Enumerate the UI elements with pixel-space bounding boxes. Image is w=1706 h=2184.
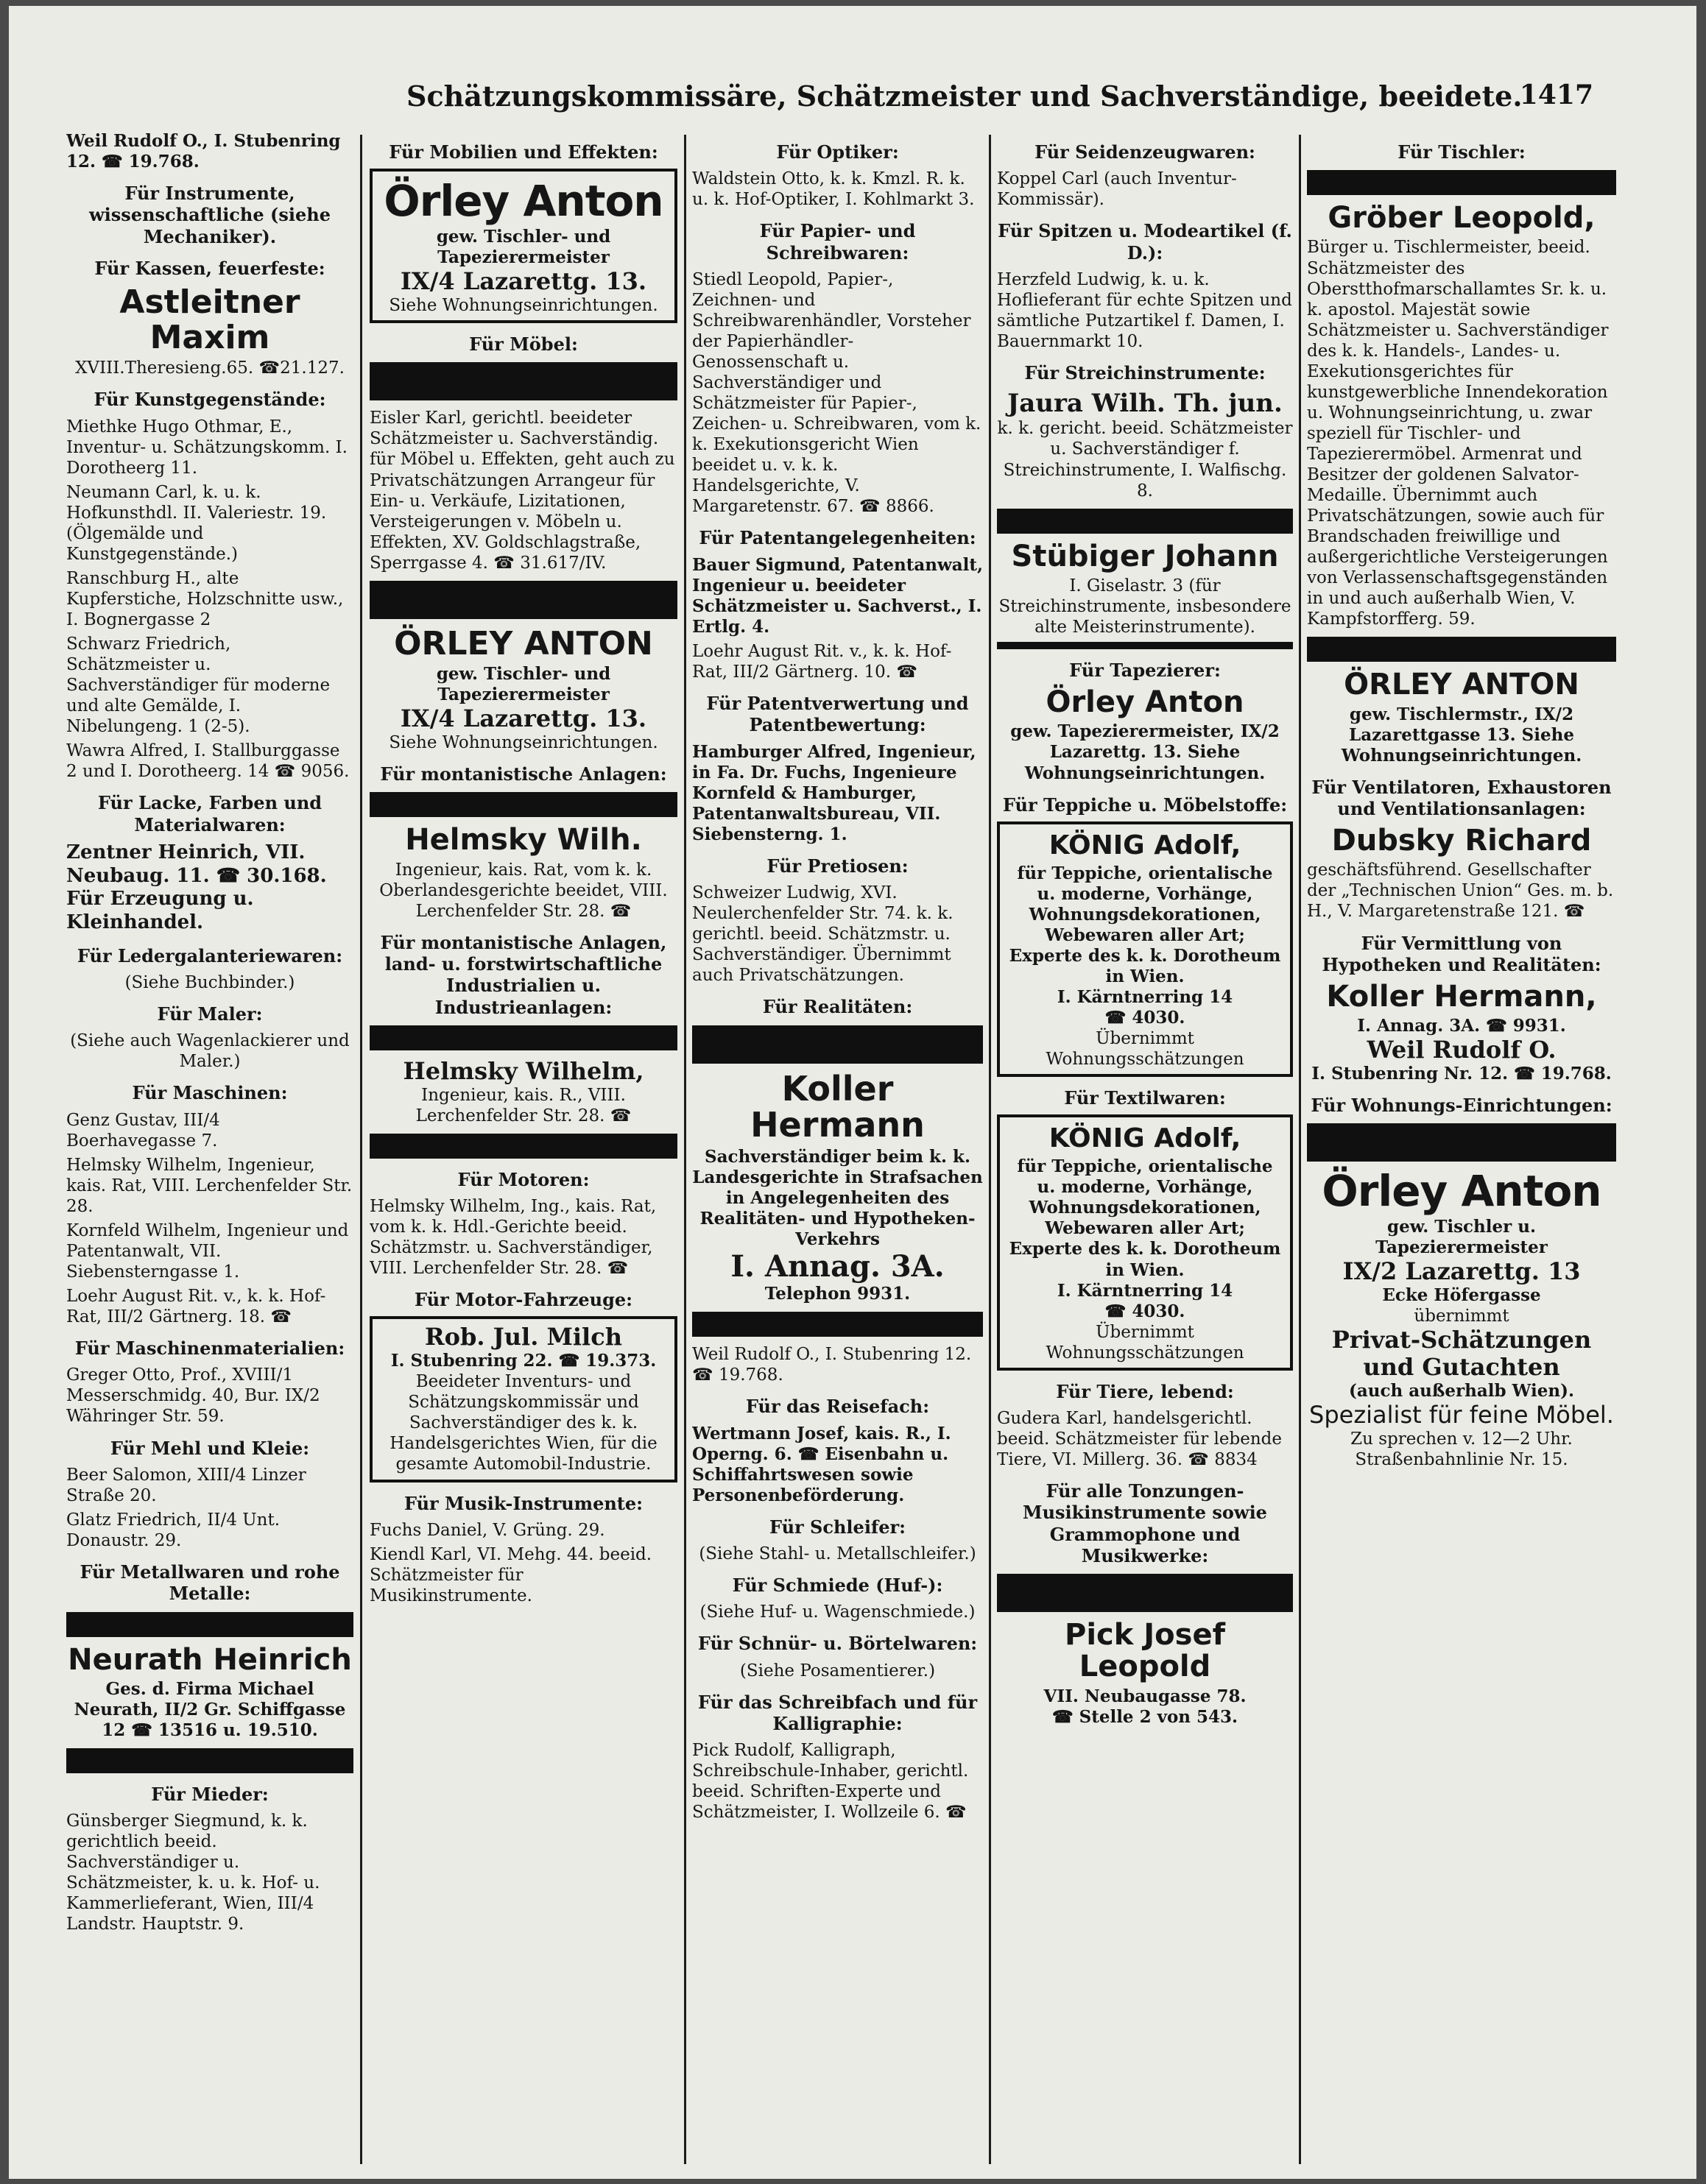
ad-band xyxy=(997,509,1293,534)
list-item: Koppel Carl (auch Inventur-Kommissär). xyxy=(997,169,1237,210)
section-heading: Für Tapezierer: xyxy=(1069,659,1221,681)
ad-text: Sachverständiger beim k. k. Landesgerichte in Strafsachen in Angelegenheiten des Realitäten- und Hypotheken-Verkehrs xyxy=(692,1146,983,1250)
section-heading: Für Metallwaren und rohe Metalle: xyxy=(80,1561,340,1605)
ad-text: k. k. gericht. beeid. Schätzmeister u. Sachverständiger f. Streichinstrumente, I. Walfischg. 8. xyxy=(997,419,1293,501)
ad-note: übernimmt xyxy=(1414,1307,1509,1326)
ad-address: I. Annag. 3A. ☎ 9931. xyxy=(1357,1016,1566,1036)
list-item: Beer Salomon, XIII/4 Linzer Straße 20. xyxy=(66,1465,306,1505)
list-item: Pick Rudolf, Kalligraph, Schreibschule-Inhaber, gerichtl. beeid. Schriften-Experte und Schätzmeister, I. Wollzeile 6. ☎ xyxy=(692,1741,969,1823)
list-item: Greger Otto, Prof., XVIII/1 Messerschmidg. 40, Bur. IX/2 Währinger Str. 59. xyxy=(66,1365,320,1427)
ad-address: I. Kärntnerring 14 xyxy=(1057,986,1233,1007)
ad-address: I. Annag. 3A. xyxy=(730,1249,945,1284)
ad-name: Rob. Jul. Milch xyxy=(425,1323,622,1351)
section-heading: Für Spitzen u. Modeartikel (f. D.): xyxy=(998,220,1292,264)
page-header xyxy=(9,79,1696,124)
ad-name: Gröber Leopold, xyxy=(1328,201,1596,236)
ad-name: Pick Josef Leopold xyxy=(1065,1618,1225,1684)
column-1 xyxy=(66,131,353,1938)
ad-note: Übernimmt Wohnungsschätzungen xyxy=(1046,1322,1244,1363)
ad-address: I. Stubenring 22. ☎ 19.373. xyxy=(390,1351,657,1371)
ad-name: Helmsky Wilhelm, xyxy=(403,1056,644,1085)
section-heading: Für Mieder: xyxy=(151,1783,269,1805)
section-heading: Für Lacke, Farben und Materialwaren: xyxy=(97,792,322,835)
list-item: Kiendl Karl, VI. Mehg. 44. beeid. Schätzmeister für Musikinstrumente. xyxy=(370,1544,652,1605)
list-item: Gudera Karl, handelsgerichtl. beeid. Schätzmeister für lebende Tiere, VI. Millerg. 36. ☎ 8834 xyxy=(997,1409,1282,1470)
column-2 xyxy=(370,131,677,1610)
ad-name: Stübiger Johann xyxy=(1011,539,1279,573)
ad-name: ÖRLEY ANTON xyxy=(1344,668,1579,702)
section-heading: Für Schleifer: xyxy=(769,1516,906,1538)
ad-box xyxy=(370,169,677,323)
section-heading: Für Schnür- u. Börtelwaren: xyxy=(697,1633,978,1655)
ad-name: Dubsky Richard xyxy=(1331,824,1592,858)
list-item: (Siehe Stahl- u. Metallschleifer.) xyxy=(699,1544,976,1563)
ad-note: Siehe Wohnungseinrichtungen. xyxy=(389,296,658,316)
ad-text: geschäftsführend. Gesellschafter der „Technischen Union“ Ges. m. b. H., V. Margaretenstraße 121. ☎ xyxy=(1307,860,1614,922)
ad-band xyxy=(997,642,1293,649)
ad-band xyxy=(692,1312,983,1337)
ad-name: Neurath Heinrich xyxy=(68,1642,352,1677)
ad-hours: Zu sprechen v. 12—2 Uhr. Straßenbahnlinie Nr. 15. xyxy=(1350,1429,1573,1469)
list-item: Zentner Heinrich, VII. Neubaug. 11. ☎ 30.168. Für Erzeugung u. Kleinhandel. xyxy=(66,841,327,933)
section-heading: Für Wohnungs-Einrichtungen: xyxy=(1311,1095,1612,1117)
list-item: Genz Gustav, III/4 Boerhavegasse 7. xyxy=(66,1110,220,1151)
section-heading: Für Maschinenmaterialien: xyxy=(74,1337,345,1360)
ad-name: Koller Hermann, xyxy=(1326,980,1597,1014)
ad-note: (auch außerhalb Wien). xyxy=(1349,1380,1574,1401)
ad-text: Bürger u. Tischlermeister, beeid. Schätzmeister des Oberstthofmarschallamtes Sr. k. u. k. apostol. Majestät sowie Schätzmeister u. Sachverständiger des k. k. Handels-, Landes- u. Exekutionsgerichtes für kunstgewerbliche Innendekoration u. Wohnungseinrichtung, u. zwar speziell für Tischler- und Tapezierermöbel. Armenrat und Besitzer der goldenen Salvator-Medaille. Übernimmt auch Privatschätzungen, sowie auch für Brandschaden freiwillige und außergerichtliche Versteigerungen von Verlassenschaftsgegenständen in und auch außerhalb Wien, V. Kampfstorfferg. 59. xyxy=(1307,238,1609,629)
section-heading: Für Instrumente, wissenschaftliche (siehe Mechaniker). xyxy=(89,183,331,247)
list-item: Weil Rudolf O., I. Stubenring 12. ☎ 19.768. xyxy=(692,1345,972,1385)
section-heading: Für Seidenzeugwaren: xyxy=(1034,141,1255,163)
column-rule xyxy=(989,135,991,2164)
ad-note: Siehe Wohnungseinrichtungen. xyxy=(389,733,658,753)
section-heading: Für Kassen, feuerfeste: xyxy=(94,257,325,279)
ad-name: Jaura Wilh. Th. jun. xyxy=(1007,389,1283,419)
section-heading: Für Maschinen: xyxy=(132,1082,288,1104)
ad-text: gew. Tischlermstr., IX/2 Lazarettgasse 13. Siehe Wohnungseinrichtungen. xyxy=(1341,704,1582,766)
section-heading: Für Realitäten: xyxy=(762,996,913,1018)
ad-band xyxy=(66,1748,353,1773)
column-3 xyxy=(692,131,983,1826)
section-heading: Für montanistische Anlagen: xyxy=(380,763,667,785)
ad-band xyxy=(692,1025,983,1064)
ad-text: für Teppiche, orientalische u. moderne, Vorhänge, Wohnungsdekorationen, Webewaren aller Art; Experte des k. k. Dorotheum in Wien. xyxy=(1009,1156,1281,1280)
section-heading: Für Streichinstrumente: xyxy=(1024,362,1266,384)
ad-name: KÖNIG Adolf, xyxy=(1048,1123,1241,1154)
list-item: Herzfeld Ludwig, k. u. k. Hoflieferant für echte Spitzen und sämtliche Putzartikel f. Damen, I. Bauernmarkt 10. xyxy=(997,269,1292,352)
ad-text: Ingenieur, kais. Rat, vom k. k. Oberlandesgerichte beeidet, VIII. Lerchenfelder Str. 28. ☎ xyxy=(379,860,668,921)
list-item: (Siehe auch Wagenlackierer und Maler.) xyxy=(70,1031,350,1072)
list-item: Hamburger Alfred, Ingenieur, in Fa. Dr. Fuchs, Ingenieure Kornfeld & Hamburger, Patentanwaltsbureau, VII. Siebensterng. 1. xyxy=(692,741,976,844)
list-item: Kornfeld Wilhelm, Ingenieur und Patentanwalt, VII. Siebensterngasse 1. xyxy=(66,1220,349,1282)
section-heading: Für Tiere, lebend: xyxy=(1056,1380,1234,1402)
column-rule xyxy=(1299,135,1301,2164)
list-item: Wertmann Josef, kais. R., I. Operng. 6. ☎ Eisenbahn u. Schiffahrtswesen sowie Personenbeförderung. xyxy=(692,1423,951,1505)
ad-address: XVIII.Theresieng.65. ☎21.127. xyxy=(75,358,345,378)
section-heading: Für Motoren: xyxy=(457,1168,590,1190)
ad-name: KÖNIG Adolf, xyxy=(1048,830,1241,860)
section-heading: Für Textilwaren: xyxy=(1064,1087,1226,1109)
column-5 xyxy=(1307,131,1616,1470)
ad-band xyxy=(370,362,677,400)
ad-name: Astleitner Maxim xyxy=(119,283,300,356)
page-title: Schätzungskommissäre, Schätzmeister und Sachverständige, beeidete. xyxy=(406,79,1523,113)
list-item: (Siehe Buchbinder.) xyxy=(124,972,295,992)
ad-text: gew. Tischler u. Tapezierermeister xyxy=(1375,1217,1548,1258)
ad-name: Örley Anton xyxy=(1322,1166,1601,1217)
ad-telephone: ☎ 4030. xyxy=(1104,1301,1185,1321)
section-heading: Für das Schreibfach und für Kalligraphie: xyxy=(697,1691,978,1734)
section-heading: Für montanistische Anlagen, land- u. forstwirtschaftliche Industrialien u. Industrieanlagen: xyxy=(380,931,667,1018)
section-heading: Für Maler: xyxy=(157,1003,263,1025)
ad-band xyxy=(370,1134,677,1159)
ad-box xyxy=(997,821,1293,1077)
ad-text: Beeideter Inventurs- und Schätzungskommissär und Sachverständiger des k. k. Handelsgerichtes Wien, für die gesamte Automobil-Industrie. xyxy=(390,1372,658,1474)
section-heading: Für Teppiche u. Möbelstoffe: xyxy=(1002,794,1288,816)
list-item: Schwarz Friedrich, Schätzmeister u. Sachverständiger für moderne und alte Gemälde, I. Nibelungeng. 1 (2-5). xyxy=(66,634,331,737)
list-item: Glatz Friedrich, II/4 Unt. Donaustr. 29. xyxy=(66,1510,281,1550)
list-item: Schweizer Ludwig, XVI. Neulerchenfelder Str. 74. k. k. gerichtl. beeid. Schätzmstr. u. Sachverständiger. Übernimmt auch Privatschätzungen. xyxy=(692,883,954,986)
section-heading: Für Motor-Fahrzeuge: xyxy=(415,1289,632,1311)
section-heading: Für Pretiosen: xyxy=(766,855,909,877)
ad-band xyxy=(370,1025,677,1050)
ad-text: I. Giselastr. 3 (für Streichinstrumente, insbesondere alte Meisterinstrumente). xyxy=(998,576,1291,637)
section-heading: Für Ventilatoren, Exhaustoren und Ventilationsanlagen: xyxy=(1311,776,1612,819)
section-heading: Für Mobilien und Effekten: xyxy=(389,141,658,163)
section-heading: Für Vermittlung von Hypotheken und Realitäten: xyxy=(1322,932,1601,975)
ad-band xyxy=(370,792,677,817)
section-heading: Für Optiker: xyxy=(776,141,899,163)
ad-band xyxy=(997,1574,1293,1612)
ad-band xyxy=(1307,1123,1616,1162)
section-heading: Für Patentverwertung und Patentbewertung: xyxy=(706,693,969,736)
ad-name: ÖRLEY ANTON xyxy=(394,624,653,662)
section-heading: Für Tischler: xyxy=(1397,141,1526,163)
ad-name: Örley Anton xyxy=(384,176,663,227)
ad-address: I. Stubenring Nr. 12. ☎ 19.768. xyxy=(1311,1064,1612,1084)
ad-telephone: ☎ Stelle 2 von 543. xyxy=(1051,1706,1238,1727)
list-item: Waldstein Otto, k. k. Kmzl. R. k. u. k. Hof-Optiker, I. Kohlmarkt 3. xyxy=(692,169,975,210)
section-heading: Für alle Tonzungen-Musikinstrumente sowie Grammophone und Musikwerke: xyxy=(1023,1480,1267,1566)
ad-text: Ingenieur, kais. R., VIII. Lerchenfelder Str. 28. ☎ xyxy=(415,1085,632,1125)
section-heading: Für Patentangelegenheiten: xyxy=(699,527,976,549)
ad-address: IX/4 Lazarettg. 13. xyxy=(400,704,647,733)
section-heading: Für Mehl und Kleie: xyxy=(110,1437,310,1459)
ad-headline: Privat-Schätzungen und Gutachten xyxy=(1331,1326,1592,1382)
ad-band xyxy=(1307,170,1616,195)
section-heading: Für Möbel: xyxy=(469,333,578,356)
list-item: Ranschburg H., alte Kupferstiche, Holzschnitte usw., I. Bognergasse 2 xyxy=(66,568,344,629)
list-item: Eisler Karl, gerichtl. beeideter Schätzmeister u. Sachverständig. für Möbel u. Effekten, geht auch zu Privatschätzungen Arrangeur für Ein- u. Verkäufe, Lizitationen, Versteigerungen v. Möbeln u. Effekten, XV. Goldschlagstraße, Sperrgasse 4. ☎ 31.617/IV. xyxy=(370,409,675,573)
ad-name: Weil Rudolf O. xyxy=(1367,1036,1557,1064)
list-item: Bauer Sigmund, Patentanwalt, Ingenieur u. beeideter Schätzmeister u. Sachverst., I. Ertlg. 4. xyxy=(692,554,983,637)
section-heading: Für das Reisefach: xyxy=(745,1396,930,1418)
list-item: (Siehe Posamentierer.) xyxy=(739,1661,936,1681)
list-item: Miethke Hugo Othmar, E., Inventur- u. Schätzungskomm. I. Dorotheerg 11. xyxy=(66,417,348,478)
list-item: Loehr August Rit. v., k. k. Hof-Rat, III/2 Gärtnerg. 10. ☎ xyxy=(692,641,952,682)
ad-name: Helmsky Wilh. xyxy=(405,823,642,858)
ad-box xyxy=(997,1114,1293,1370)
ad-telephone: ☎ 4030. xyxy=(1104,1008,1185,1028)
section-heading: Für Schmiede (Huf-): xyxy=(732,1575,943,1597)
column-rule xyxy=(360,135,362,2164)
ad-text: Ges. d. Firma Michael Neurath, II/2 Gr. Schiffgasse 12 ☎ 13516 u. 19.510. xyxy=(74,1678,346,1740)
section-heading: Für Papier- und Schreibwaren: xyxy=(759,220,916,264)
ad-headline: Spezialist für feine Möbel. xyxy=(1309,1400,1614,1429)
list-item: Helmsky Wilhelm, Ingenieur, kais. Rat, VIII. Lerchenfelder Str. 28. xyxy=(66,1155,353,1216)
ad-address: IX/4 Lazarettg. 13. xyxy=(400,267,647,296)
list-item: Wawra Alfred, I. Stallburggasse 2 und I. Dorotheerg. 14 ☎ 9056. xyxy=(66,741,350,782)
list-item: Neumann Carl, k. u. k. Hofkunsthdl. II. Valeriestr. 19. (Ölgemälde und Kunstgegenstände.) xyxy=(66,482,327,564)
ad-band xyxy=(66,1612,353,1637)
list-item: Weil Rudolf O., I. Stubenring 12. ☎ 19.768. xyxy=(66,131,341,172)
page-number: 1417 xyxy=(1519,79,1593,110)
section-heading: Für Musik-Instrumente: xyxy=(403,1492,644,1514)
ad-text: gew. Tischler- und Tapezierermeister xyxy=(436,227,611,268)
section-heading: Für Ledergalanteriewaren: xyxy=(77,944,343,966)
section-heading: Für Kunstgegenstände: xyxy=(94,389,326,411)
ad-text: gew. Tischler- und Tapezierermeister xyxy=(436,664,611,705)
ad-text: gew. Tapezierermeister, IX/2 Lazarettg. 13. Siehe Wohnungseinrichtungen. xyxy=(1010,721,1280,783)
ad-box xyxy=(370,1316,677,1482)
ad-text: für Teppiche, orientalische u. moderne, Vorhänge, Wohnungsdekorationen, Webewaren aller Art; Experte des k. k. Dorotheum in Wien. xyxy=(1009,863,1281,986)
list-item: Helmsky Wilhelm, Ing., kais. Rat, vom k. k. Hdl.-Gerichte beeid. Schätzmstr. u. Sachverständiger, VIII. Lerchenfelder Str. 28. ☎ xyxy=(370,1197,657,1279)
list-item: Günsberger Siegmund, k. k. gerichtlich beeid. Sachverständiger u. Schätzmeister, k. u. k. Hof- u. Kammerlieferant, Wien, III/4 Landstr. Hauptstr. 9. xyxy=(66,1812,320,1934)
ad-corner: Ecke Höfergasse xyxy=(1382,1285,1541,1306)
ad-band xyxy=(1307,637,1616,662)
list-item: Stiedl Leopold, Papier-, Zeichnen- und Schreibwarenhändler, Vorsteher der Papierhändler-Genossenschaft u. Sachverständiger und Schätzmeister für Papier-, Zeichen- u. Schreibwaren, vom k. k. Exekutionsgericht Wien beeidet u. v. k. k. Handelsgerichte, V. Margaretenstr. 67. ☎ 8866. xyxy=(692,269,981,517)
directory-page xyxy=(9,6,1696,2179)
ad-band xyxy=(370,581,677,619)
column-rule xyxy=(684,135,686,2164)
ad-address: VII. Neubaugasse 78. xyxy=(1043,1686,1247,1706)
list-item: Loehr August Rit. v., k. k. Hof-Rat, III/2 Gärtnerg. 18. ☎ xyxy=(66,1287,326,1327)
ad-address: IX/2 Lazarettg. 13 xyxy=(1342,1257,1581,1286)
ad-telephone: Telephon 9931. xyxy=(764,1284,911,1304)
ad-address: I. Kärntnerring 14 xyxy=(1057,1280,1233,1301)
ad-note: Übernimmt Wohnungsschätzungen xyxy=(1046,1029,1244,1070)
column-4 xyxy=(997,131,1293,1728)
list-item: (Siehe Huf- u. Wagenschmiede.) xyxy=(699,1602,976,1622)
ad-name: Koller Hermann xyxy=(750,1068,925,1145)
list-item: Fuchs Daniel, V. Grüng. 29. xyxy=(370,1520,605,1540)
ad-name: Örley Anton xyxy=(1046,685,1244,720)
